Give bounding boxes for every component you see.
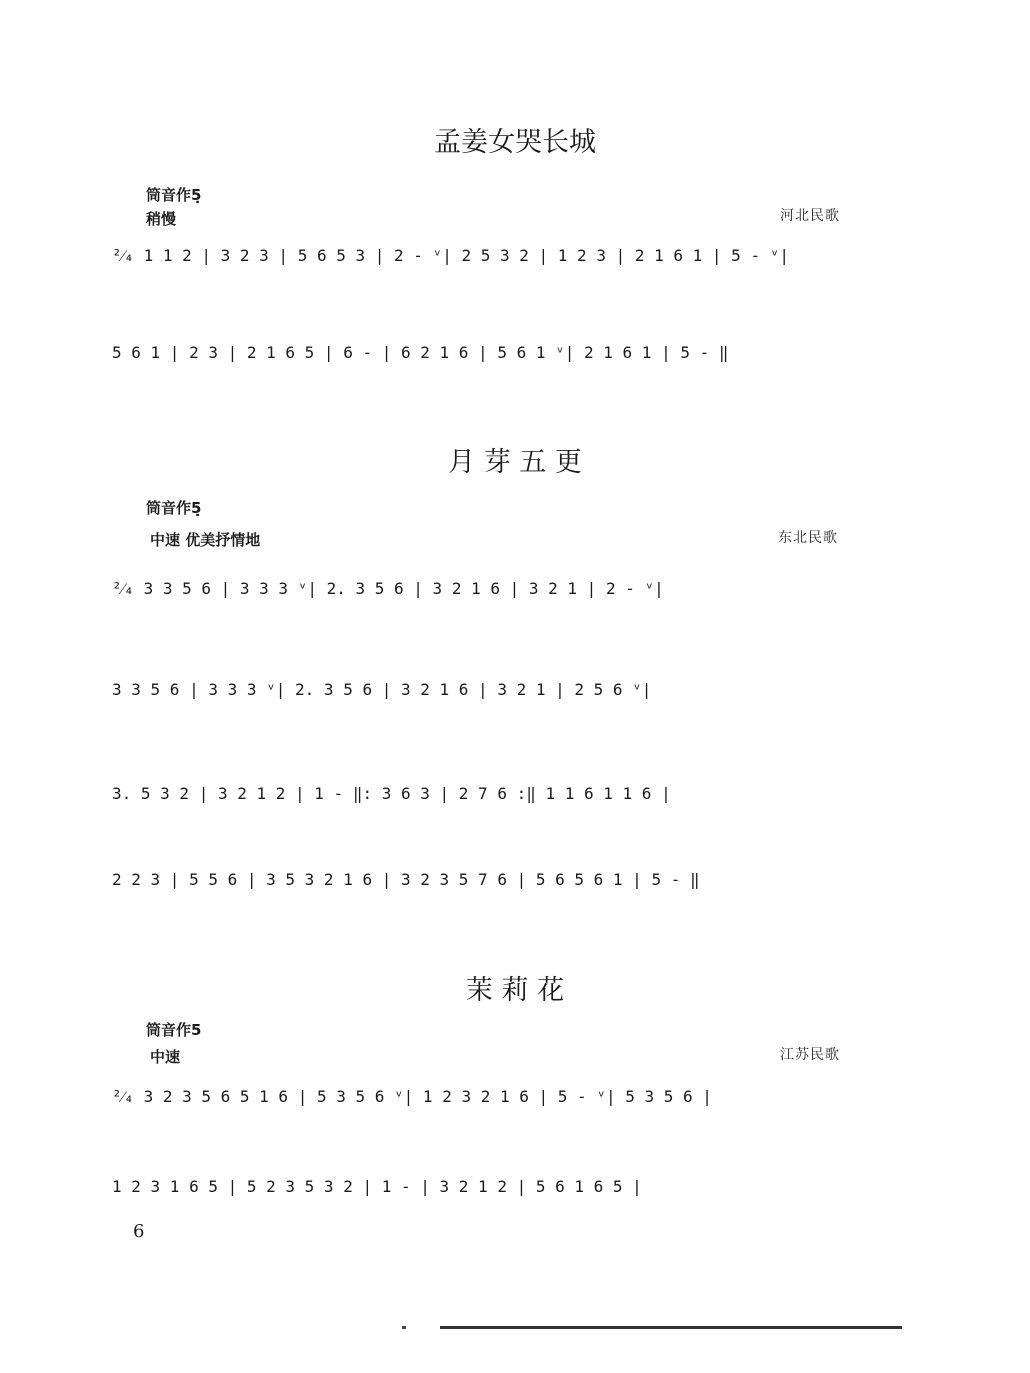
song-2-tempo: 中速 优美抒情地 <box>150 531 261 549</box>
song-1-tempo: 稍慢 <box>146 210 177 228</box>
page-number: 6 <box>133 1221 145 1242</box>
song-title-2: 月 芽 五 更 <box>448 447 582 478</box>
song-1-key: 筒音作5̣ <box>146 186 202 204</box>
song-2-origin: 东北民歌 <box>778 530 838 546</box>
staff-line: ²⁄₄ 3 3 5 6 | 3 3 3 ᵛ| 2. 3 5 6 | 3 2 1 6 | 3 2 1 | 2 - ᵛ| <box>112 579 664 598</box>
song-2-key: 筒音作5̣ <box>146 499 202 517</box>
song-3-origin: 江苏民歌 <box>780 1047 840 1063</box>
song-3-tempo: 中速 <box>150 1048 181 1066</box>
staff-line: 2 2 3 | 5 5 6 | 3 5 3 2 1 6 | 3 2 3 5 7 6 | 5 6 5 6 1 | 5 - ‖ <box>112 870 700 889</box>
staff-line: ²⁄₄ 1 1 2 | 3 2 3 | 5 6 5 3 | 2 - ᵛ| 2 5 3 2 | 1 2 3 | 2 1 6 1 | 5 - ᵛ| <box>112 246 789 265</box>
staff-line: 3 3 5 6 | 3 3 3 ᵛ| 2. 3 5 6 | 3 2 1 6 | 3 2 1 | 2 5 6 ᵛ| <box>112 680 652 699</box>
staff-line: 5 6 1 | 2 3 | 2 1 6 5 | 6 - | 6 2 1 6 | 5 6 1 ᵛ| 2 1 6 1 | 5 - ‖ <box>112 343 729 362</box>
song-1-origin: 河北民歌 <box>780 208 840 224</box>
staff-line: 1 2 3 1 6 5 | 5 2 3 5 3 2 | 1 - | 3 2 1 2 | 5 6 1 6 5 | <box>112 1177 642 1196</box>
song-title-1: 孟姜女哭长城 <box>434 127 596 158</box>
song-title-3: 茉 莉 花 <box>465 975 565 1006</box>
footer-rule <box>440 1326 902 1329</box>
song-3-key: 筒音作5 <box>146 1021 202 1039</box>
footer-mark <box>402 1326 406 1329</box>
staff-line: 3. 5 3 2 | 3 2 1 2 | 1 - ‖: 3 6 3 | 2 7 6 :‖ 1 1 6 1 1 6 | <box>112 784 671 803</box>
staff-line: ²⁄₄ 3 2 3 5 6 5 1 6 | 5 3 5 6 ᵛ| 1 2 3 2 1 6 | 5 - ᵛ| 5 3 5 6 | <box>112 1087 712 1106</box>
